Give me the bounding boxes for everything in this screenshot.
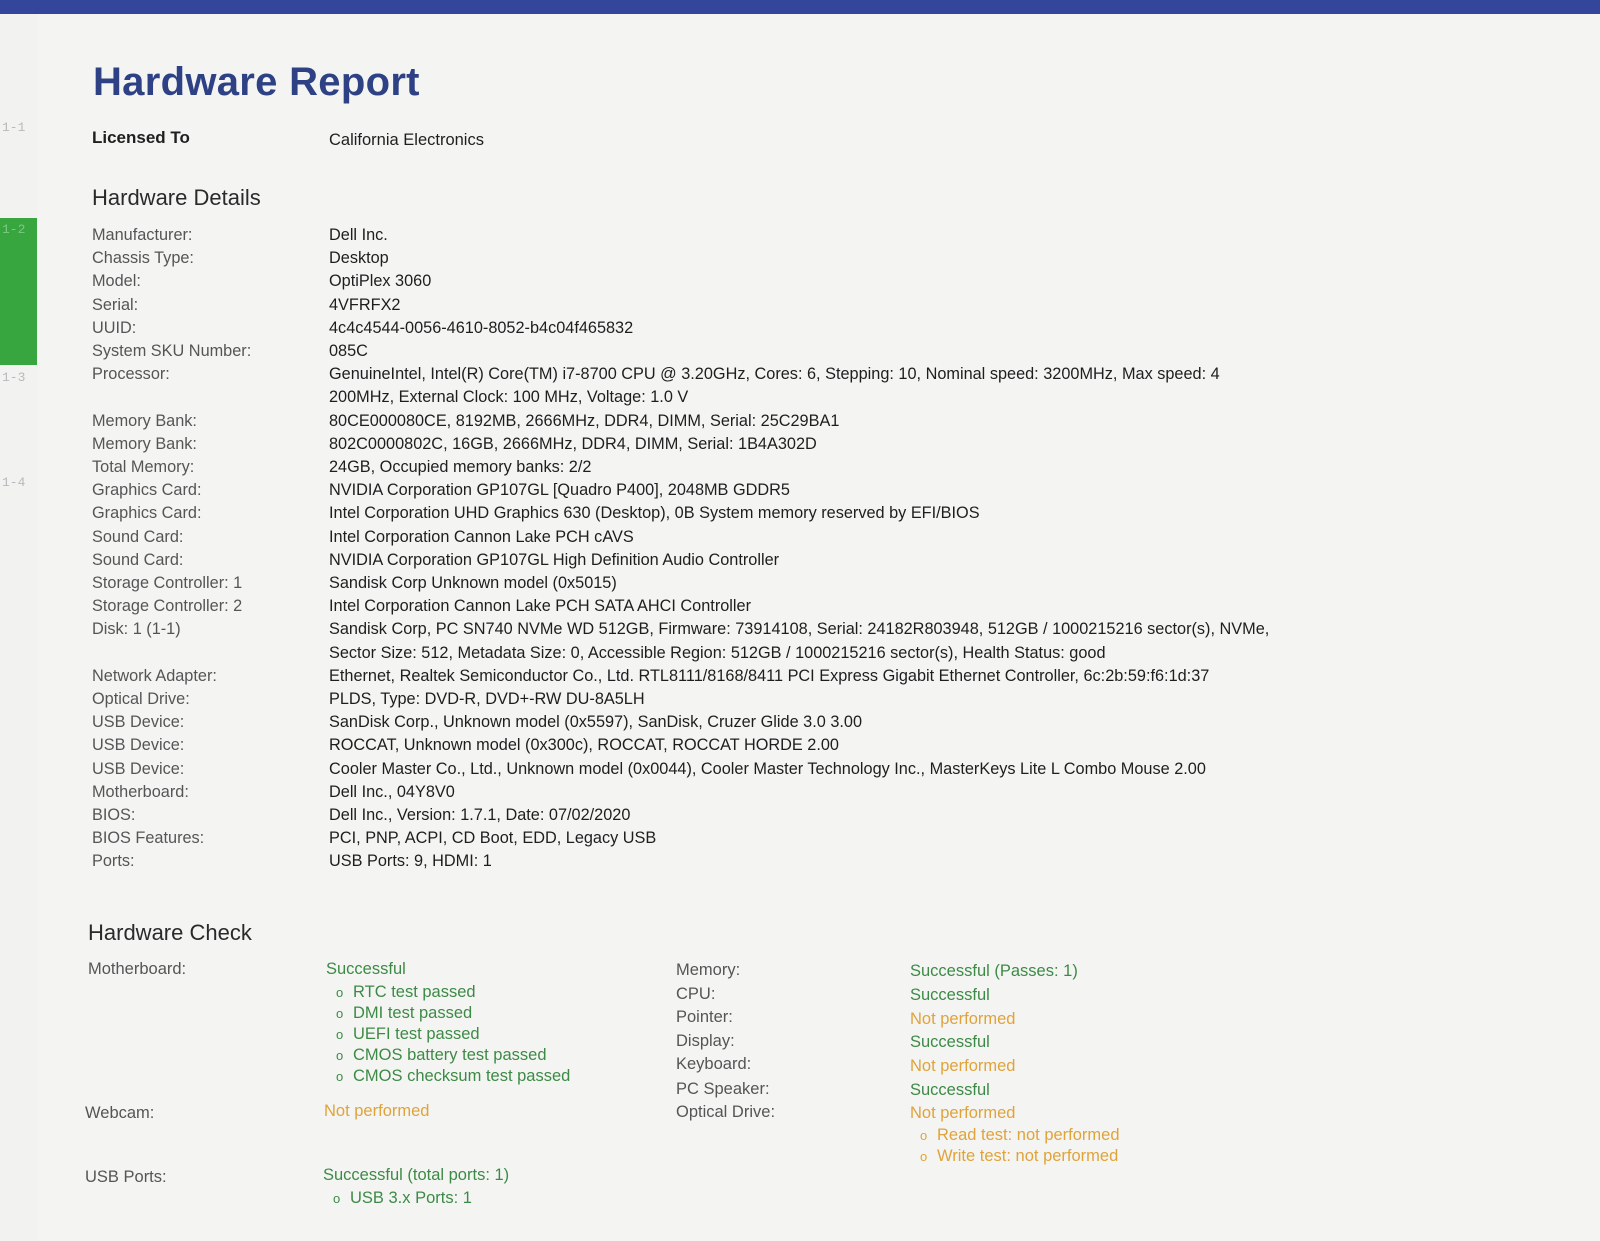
detail-row: [92, 410, 1282, 433]
detail-label: BIOS Features:: [92, 829, 205, 848]
detail-value: ROCCAT, Unknown model (0x300c), ROCCAT, ROCCAT HORDE 2.00: [329, 736, 839, 755]
detail-label: Serial:: [92, 295, 139, 314]
detail-row: [92, 572, 1282, 595]
hardware-details-table: [92, 224, 1282, 874]
detail-row: [92, 711, 1282, 734]
detail-label: Memory Bank:: [92, 434, 197, 453]
licensed-to-value: California Electronics: [329, 131, 484, 149]
detail-value: OptiPlex 3060: [329, 272, 432, 291]
check-pointer-label: Pointer:: [676, 1008, 733, 1026]
hardware-check-heading: Hardware Check: [88, 920, 252, 945]
detail-label: Memory Bank:: [92, 411, 197, 430]
detail-value: Sandisk Corp, PC SN740 NVMe WD 512GB, Firmware: 73914108, Serial: 24182R803948, 512GB / 1000215216 sector(s), NVMe, Sector Size: 512, Metadata Size: 0, Accessible Region: 512GB / 1000215216 sector(s), Health Status: good: [329, 620, 1270, 662]
detail-value: SanDisk Corp., Unknown model (0x5597), SanDisk, Cruzer Glide 3.0 3.00: [329, 713, 863, 732]
check-webcam-status: Not performed: [324, 1102, 430, 1120]
detail-row: [92, 502, 1282, 525]
detail-value: Sandisk Corp Unknown model (0x5015): [329, 574, 617, 593]
check-usb-ports-label: USB Ports:: [85, 1168, 167, 1186]
detail-row: [92, 363, 1282, 409]
check-keyboard-status: Not performed: [910, 1057, 1016, 1075]
check-optical-drive-status: Not performed: [910, 1104, 1016, 1122]
detail-value: NVIDIA Corporation GP107GL [Quadro P400], 2048MB GDDR5: [329, 481, 790, 500]
check-display-status: Successful: [910, 1033, 990, 1051]
detail-row: [92, 247, 1282, 270]
detail-value: Intel Corporation Cannon Lake PCH cAVS: [329, 527, 634, 546]
check-pointer-status: Not performed: [910, 1010, 1016, 1028]
detail-label: Optical Drive:: [92, 690, 190, 709]
detail-row: [92, 340, 1282, 363]
detail-row: [92, 618, 1282, 664]
detail-label: Total Memory:: [92, 458, 195, 477]
subtest-item: o USB 3.x Ports: 1: [333, 1188, 472, 1209]
detail-label: Graphics Card:: [92, 504, 202, 523]
subtest-item: o UEFI test passed: [336, 1024, 570, 1045]
detail-row: [92, 781, 1282, 804]
subtest-item: o Read test: not performed: [920, 1125, 1120, 1146]
detail-value: Dell Inc.: [329, 226, 388, 244]
detail-value: Intel Corporation UHD Graphics 630 (Desktop), 0B System memory reserved by EFI/BIOS: [329, 504, 980, 523]
detail-row: [92, 456, 1282, 479]
report-title: Hardware Report: [93, 60, 420, 104]
licensed-to-label: Licensed To: [92, 128, 190, 147]
detail-label: Chassis Type:: [92, 249, 194, 268]
detail-label: Storage Controller: 2: [92, 597, 243, 616]
detail-value: 802C0000802C, 16GB, 2666MHz, DDR4, DIMM, Serial: 1B4A302D: [329, 434, 817, 453]
detail-label: UUID:: [92, 318, 137, 337]
detail-label: Motherboard:: [92, 782, 189, 801]
detail-row: [92, 827, 1282, 850]
detail-row: [92, 665, 1282, 688]
detail-value: NVIDIA Corporation GP107GL High Definition Audio Controller: [329, 550, 780, 569]
detail-row: [92, 224, 1282, 247]
check-cpu-status: Successful: [910, 986, 990, 1004]
detail-row: [92, 758, 1282, 781]
detail-value: Dell Inc., 04Y8V0: [329, 782, 455, 801]
selected-line-marker: [0, 218, 37, 365]
detail-row: [92, 804, 1282, 827]
detail-row: [92, 850, 1282, 873]
check-webcam-label: Webcam:: [85, 1104, 155, 1122]
detail-label: USB Device:: [92, 759, 185, 778]
line-number: 1-3: [2, 370, 26, 385]
optical-drive-subtests: [920, 1125, 1120, 1167]
detail-value: Intel Corporation Cannon Lake PCH SATA AHCI Controller: [329, 597, 752, 616]
detail-value: Ethernet, Realtek Semiconductor Co., Ltd. RTL8111/8168/8411 PCI Express Gigabit Ethernet Controller, 6c:2b:59:f6:1d:37: [329, 666, 1210, 685]
check-memory-status: Successful (Passes: 1): [910, 962, 1078, 980]
detail-row: [92, 688, 1282, 711]
check-memory-label: Memory:: [676, 961, 741, 979]
detail-row: [92, 270, 1282, 293]
detail-value: 4VFRFX2: [329, 295, 401, 314]
usb-ports-subtests: [333, 1188, 472, 1209]
detail-row: [92, 479, 1282, 502]
detail-label: USB Device:: [92, 736, 185, 755]
detail-label: Storage Controller: 1: [92, 574, 243, 593]
line-number: 1-2: [2, 222, 26, 237]
check-display-label: Display:: [676, 1032, 735, 1050]
check-motherboard-status: Successful: [326, 960, 406, 978]
detail-value: 4c4c4544-0056-4610-8052-b4c04f465832: [329, 318, 634, 337]
detail-label: BIOS:: [92, 806, 136, 825]
detail-label: Sound Card:: [92, 550, 184, 569]
detail-value: GenuineIntel, Intel(R) Core(TM) i7-8700 CPU @ 3.20GHz, Cores: 6, Stepping: 10, Nominal speed: 3200MHz, Max speed: 4 200MHz, External Clock: 100 MHz, Voltage: 1.0 V: [329, 365, 1220, 407]
detail-label: System SKU Number:: [92, 342, 252, 361]
detail-row: [92, 526, 1282, 549]
motherboard-subtests: [336, 982, 570, 1087]
detail-value: 24GB, Occupied memory banks: 2/2: [329, 458, 592, 477]
detail-value: 085C: [329, 342, 368, 361]
subtest-item: o Write test: not performed: [920, 1146, 1120, 1167]
detail-value: Cooler Master Co., Ltd., Unknown model (0x0044), Cooler Master Technology Inc., MasterKeys Lite L Combo Mouse 2.00: [329, 759, 1206, 778]
subtest-item: o RTC test passed: [336, 982, 570, 1003]
check-pc-speaker-status: Successful: [910, 1081, 990, 1099]
detail-row: [92, 294, 1282, 317]
detail-row: [92, 595, 1282, 618]
line-number: 1-1: [2, 120, 26, 135]
subtest-item: o CMOS battery test passed: [336, 1045, 570, 1066]
detail-value: Dell Inc., Version: 1.7.1, Date: 07/02/2020: [329, 806, 631, 825]
detail-label: Network Adapter:: [92, 666, 217, 685]
detail-value: Desktop: [329, 249, 389, 268]
check-usb-ports-status: Successful (total ports: 1): [323, 1166, 510, 1184]
detail-value: 80CE000080CE, 8192MB, 2666MHz, DDR4, DIMM, Serial: 25C29BA1: [329, 411, 840, 430]
detail-label: Disk: 1 (1-1): [92, 620, 181, 639]
detail-row: [92, 549, 1282, 572]
detail-label: Graphics Card:: [92, 481, 202, 500]
detail-value: PCI, PNP, ACPI, CD Boot, EDD, Legacy USB: [329, 829, 657, 848]
subtest-item: o CMOS checksum test passed: [336, 1066, 570, 1087]
line-number-gutter: [0, 14, 38, 1241]
detail-row: [92, 734, 1282, 757]
detail-value: PLDS, Type: DVD-R, DVD+-RW DU-8A5LH: [329, 690, 645, 709]
detail-label: Manufacturer:: [92, 226, 193, 244]
check-motherboard-label: Motherboard:: [88, 960, 187, 978]
hardware-details-heading: Hardware Details: [92, 185, 261, 210]
line-number: 1-4: [2, 475, 26, 490]
top-bar: [0, 0, 1600, 14]
check-keyboard-label: Keyboard:: [676, 1055, 752, 1073]
detail-value: USB Ports: 9, HDMI: 1: [329, 852, 492, 871]
detail-label: USB Device:: [92, 713, 185, 732]
detail-label: Processor:: [92, 365, 170, 384]
subtest-item: o DMI test passed: [336, 1003, 570, 1024]
detail-label: Model:: [92, 272, 141, 291]
check-optical-drive-label: Optical Drive:: [676, 1103, 776, 1121]
check-pc-speaker-label: PC Speaker:: [676, 1080, 770, 1098]
detail-label: Ports:: [92, 852, 135, 871]
check-cpu-label: CPU:: [676, 985, 716, 1003]
detail-row: [92, 317, 1282, 340]
detail-row: [92, 433, 1282, 456]
detail-label: Sound Card:: [92, 527, 184, 546]
